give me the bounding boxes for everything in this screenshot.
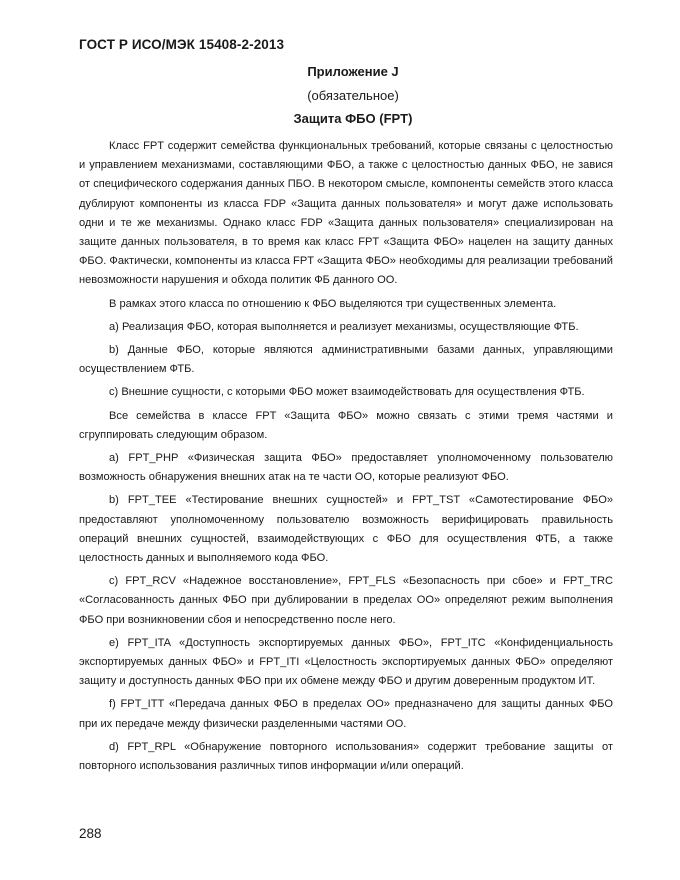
paragraph-grouping-intro: Все семейства в классе FPT «Защита ФБО» можно связать с этими тремя частями и сгруппировать следующим образом.: [79, 409, 613, 441]
paragraph-group-d: d) FPT_RPL «Обнаружение повторного использования» содержит требование защиты от повторного использования различных типов информации и/или операций.: [79, 740, 613, 773]
paragraph-element-a: a) Реализация ФБО, которая выполняется и реализует механизмы, осуществляющие ФТБ.: [109, 320, 579, 333]
annex-label: Приложение J: [307, 64, 399, 79]
annex-status: (обязательное): [307, 88, 399, 103]
paragraph-intro: Класс FPT содержит семейства функциональных требований, которые связаны с целостностью и управлением механизмами, составляющими ФБО, а также с целостностью данных ФБО, не завися от специфического содержания данных ПБО. В некотором смысле, компоненты семейств этого класса дублируют компоненты из класса FDP «Защита данных пользователя» и могут даже использовать одни и те же механизмы. Однако класс FDP «Защита данных пользователя» специализирован на защите данных пользователя, в то время как класс FPT «Защита ФБО» нацелен на защиту данных ФБО. Фактически, компоненты из класса FPT «Защита ФБО» необходимы для реализации требований невозможности нарушения и обхода политик ФБ данного ОО.: [79, 140, 613, 287]
paragraph-elements-intro: В рамках этого класса по отношению к ФБО выделяются три существенных элемента.: [109, 297, 557, 310]
annex-title: Защита ФБО (FPT): [293, 111, 413, 126]
document-header: ГОСТ Р ИСО/МЭК 15408-2-2013: [79, 37, 285, 52]
document-body: [79, 137, 613, 780]
paragraph-element-c: c) Внешние сущности, с которыми ФБО может взаимодействовать для осуществления ФТБ.: [109, 386, 585, 399]
paragraph-element-b: b) Данные ФБО, которые являются административными базами данных, управляющими осуществлением ФТБ.: [79, 344, 613, 376]
paragraph-group-a: a) FPT_PHP «Физическая защита ФБО» предоставляет уполномоченному пользователю возможность обнаружения внешних атак на те части ОО, которые реализуют ФБО.: [79, 452, 613, 484]
paragraph-group-f: f) FPT_ITT «Передача данных ФБО в пределах ОО» предназначено для защиты данных ФБО при их передаче между физически разделенными частями ОО.: [79, 698, 613, 730]
paragraph-group-b: b) FPT_TEE «Тестирование внешних сущностей» и FPT_TST «Самотестирование ФБО» предоставляют уполномоченному пользователю возможность верифицировать правильность операций внешних сущностей, взаимодействующих с ФБО для осуществления ФТБ, а также целостность данных и выполняемого кода ФБО.: [79, 494, 613, 565]
paragraph-group-e: e) FPT_ITA «Доступность экспортируемых данных ФБО», FPT_ITC «Конфиденциальность экспортируемых данных ФБО» и FPT_ITI «Целостность экспортируемых данных ФБО» определяют защиту и доступность данных ФБО при их обмене между ФБО и другим доверенным продуктом ИТ.: [79, 636, 613, 688]
page-number: 288: [79, 826, 102, 841]
paragraph-group-c: c) FPT_RCV «Надежное восстановление», FPT_FLS «Безопасность при сбое» и FPT_TRC «Согласованность данных ФБО при дублировании в пределах ОО» определяют режим выполнения ФБО при возникновении сбоя и непосредственно после него.: [79, 575, 613, 626]
